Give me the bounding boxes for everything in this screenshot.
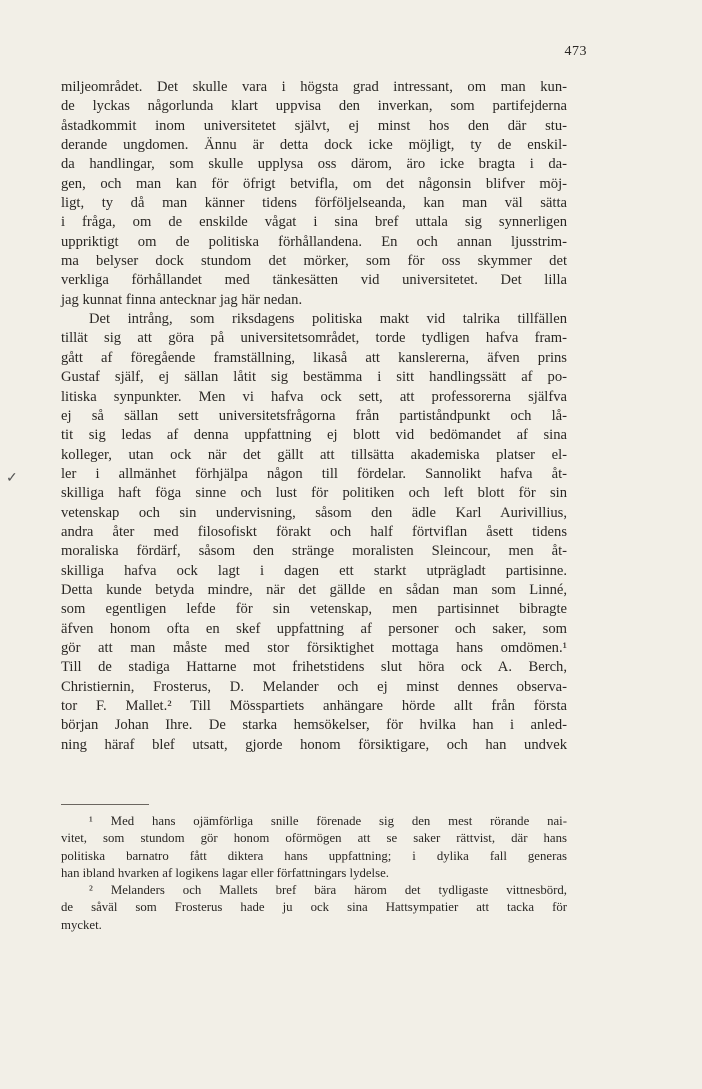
- text-line: ler i allmänhet förhjälpa någon till fördelar. Sannolikt hafva åt-: [61, 465, 567, 482]
- text-line: Till de stadiga Hattarne mot frihetstidens slut höra ock A. Berch,: [61, 659, 567, 676]
- text-line: Detta kunde betyda mindre, när det gällde en sådan man som Linné,: [61, 581, 567, 598]
- footnote-line: vitet, som stundom gör honom oförmögen att se saker rättvist, där hans: [61, 831, 567, 846]
- text-line: jag kunnat finna antecknar jag här nedan.: [61, 291, 303, 308]
- text-line: derande ungdomen. Ännu är detta dock icke möjligt, ty de enskil-: [61, 137, 567, 154]
- footnote-divider: [61, 804, 149, 805]
- text-line: verkliga förhållandet med tänkesätten vid universitetet. Det lilla: [61, 272, 567, 289]
- text-line: början Johan Ihre. De starka hemsökelser, för hvilka han i anled-: [61, 717, 567, 734]
- margin-check-mark: ✓: [6, 471, 18, 486]
- text-line: Det intrång, som riksdagens politiska makt vid talrika tillfällen: [89, 311, 567, 328]
- text-line: moraliska fördärf, såsom den stränge moralisten Sleincour, men åt-: [61, 543, 567, 560]
- text-line: Christiernin, Frosterus, D. Melander och ej minst dennes observa-: [61, 678, 567, 695]
- text-line: da handlingar, som skulle upplysa oss därom, äro icke bragta i da-: [61, 156, 567, 173]
- footnote-line: politiska barnatro fått diktera hans uppfattning; i dylika fall generas: [61, 848, 567, 863]
- text-line: litiska synpunkter. Men vi hafva ock sett, att professorerna själfva: [61, 388, 567, 405]
- text-line: ning häraf blef utsatt, gjorde honom försiktigare, och han undvek: [61, 736, 567, 753]
- text-line: äfven honom ofta en skef uppfattning af personer och saker, som: [61, 620, 567, 637]
- footnote-line: ¹ Med hans ojämförliga snille förenade sig den mest rörande nai-: [89, 814, 567, 828]
- body-text: [61, 78, 567, 755]
- text-line: uppriktigt om de politiska förhållandena. En och annan ljusstrim-: [61, 233, 567, 250]
- text-line: kolleger, utan ock när det gällt att tillsätta akademiska platser el-: [61, 446, 567, 463]
- text-line: skilliga haft föga sinne och lust för politiken och left blott för sin: [61, 485, 567, 502]
- text-line: vetenskap och sin undervisning, såsom den ädle Karl Aurivillius,: [61, 504, 567, 521]
- text-line: tillät sig att göra på universitetsområdet, torde tydligen hafva fram-: [61, 330, 567, 347]
- footnote-line: de såväl som Frosterus hade ju ock sina Hattsympatier att tacka för: [61, 900, 567, 915]
- text-line: tit sig ledas af denna uppfattning ej blott vid bedömandet af sina: [61, 427, 567, 444]
- text-line: ma belyser dock stundom det mörker, som för oss skymmer det: [61, 253, 567, 270]
- text-line: tor F. Mallet.² Till Mösspartiets anhängare hörde allt från första: [61, 698, 567, 714]
- text-line: ej så sällan sett universitetsfrågorna från partiståndpunkt och lå-: [61, 407, 567, 424]
- text-line: miljeområdet. Det skulle vara i högsta grad intressant, om man kun-: [61, 79, 567, 95]
- text-line: gen, och man kan för öfrigt betvifla, om det någonsin blifver möj-: [61, 175, 567, 192]
- text-line: i fråga, om de enskilde vågat i sina bref uttala sig synnerligen: [61, 214, 567, 231]
- text-line: Gustaf själf, ej sällan låtit sig bestämma i sitt handlingssätt af po-: [61, 369, 567, 386]
- text-line: ligt, ty då man känner tidens förföljelseanda, kan man väl sätta: [61, 195, 567, 212]
- text-line: gått af föregående framställning, likaså att kanslererna, äfven prins: [61, 349, 567, 366]
- footnote-line: mycket.: [61, 917, 102, 932]
- text-line: gör att man måste med stor försiktighet mottaga hans omdömen.¹: [61, 639, 567, 656]
- text-line: skilliga hafva ock lagt i dagen ett starkt utprägladt partisinne.: [61, 562, 567, 579]
- text-line: andra åter med filosofiskt förakt och half förtviflan åsett tidens: [61, 523, 567, 540]
- text-line: åstadkommit inom universitetet självt, ej minst hos den där stu-: [61, 117, 567, 134]
- footnote-line: han ibland hvarken af logikens lagar eller författningars lydelse.: [61, 865, 389, 880]
- footnotes: [61, 813, 567, 934]
- text-line: de lyckas någorlunda klart uppvisa den inverkan, som partifejderna: [61, 98, 567, 115]
- page-number: 473: [564, 44, 587, 59]
- text-line: som egentligen lefde för sin vetenskap, men partisinnet bibragte: [61, 601, 567, 618]
- footnote-line: ² Melanders och Mallets bref bära härom det tydligaste vittnesbörd,: [89, 883, 567, 898]
